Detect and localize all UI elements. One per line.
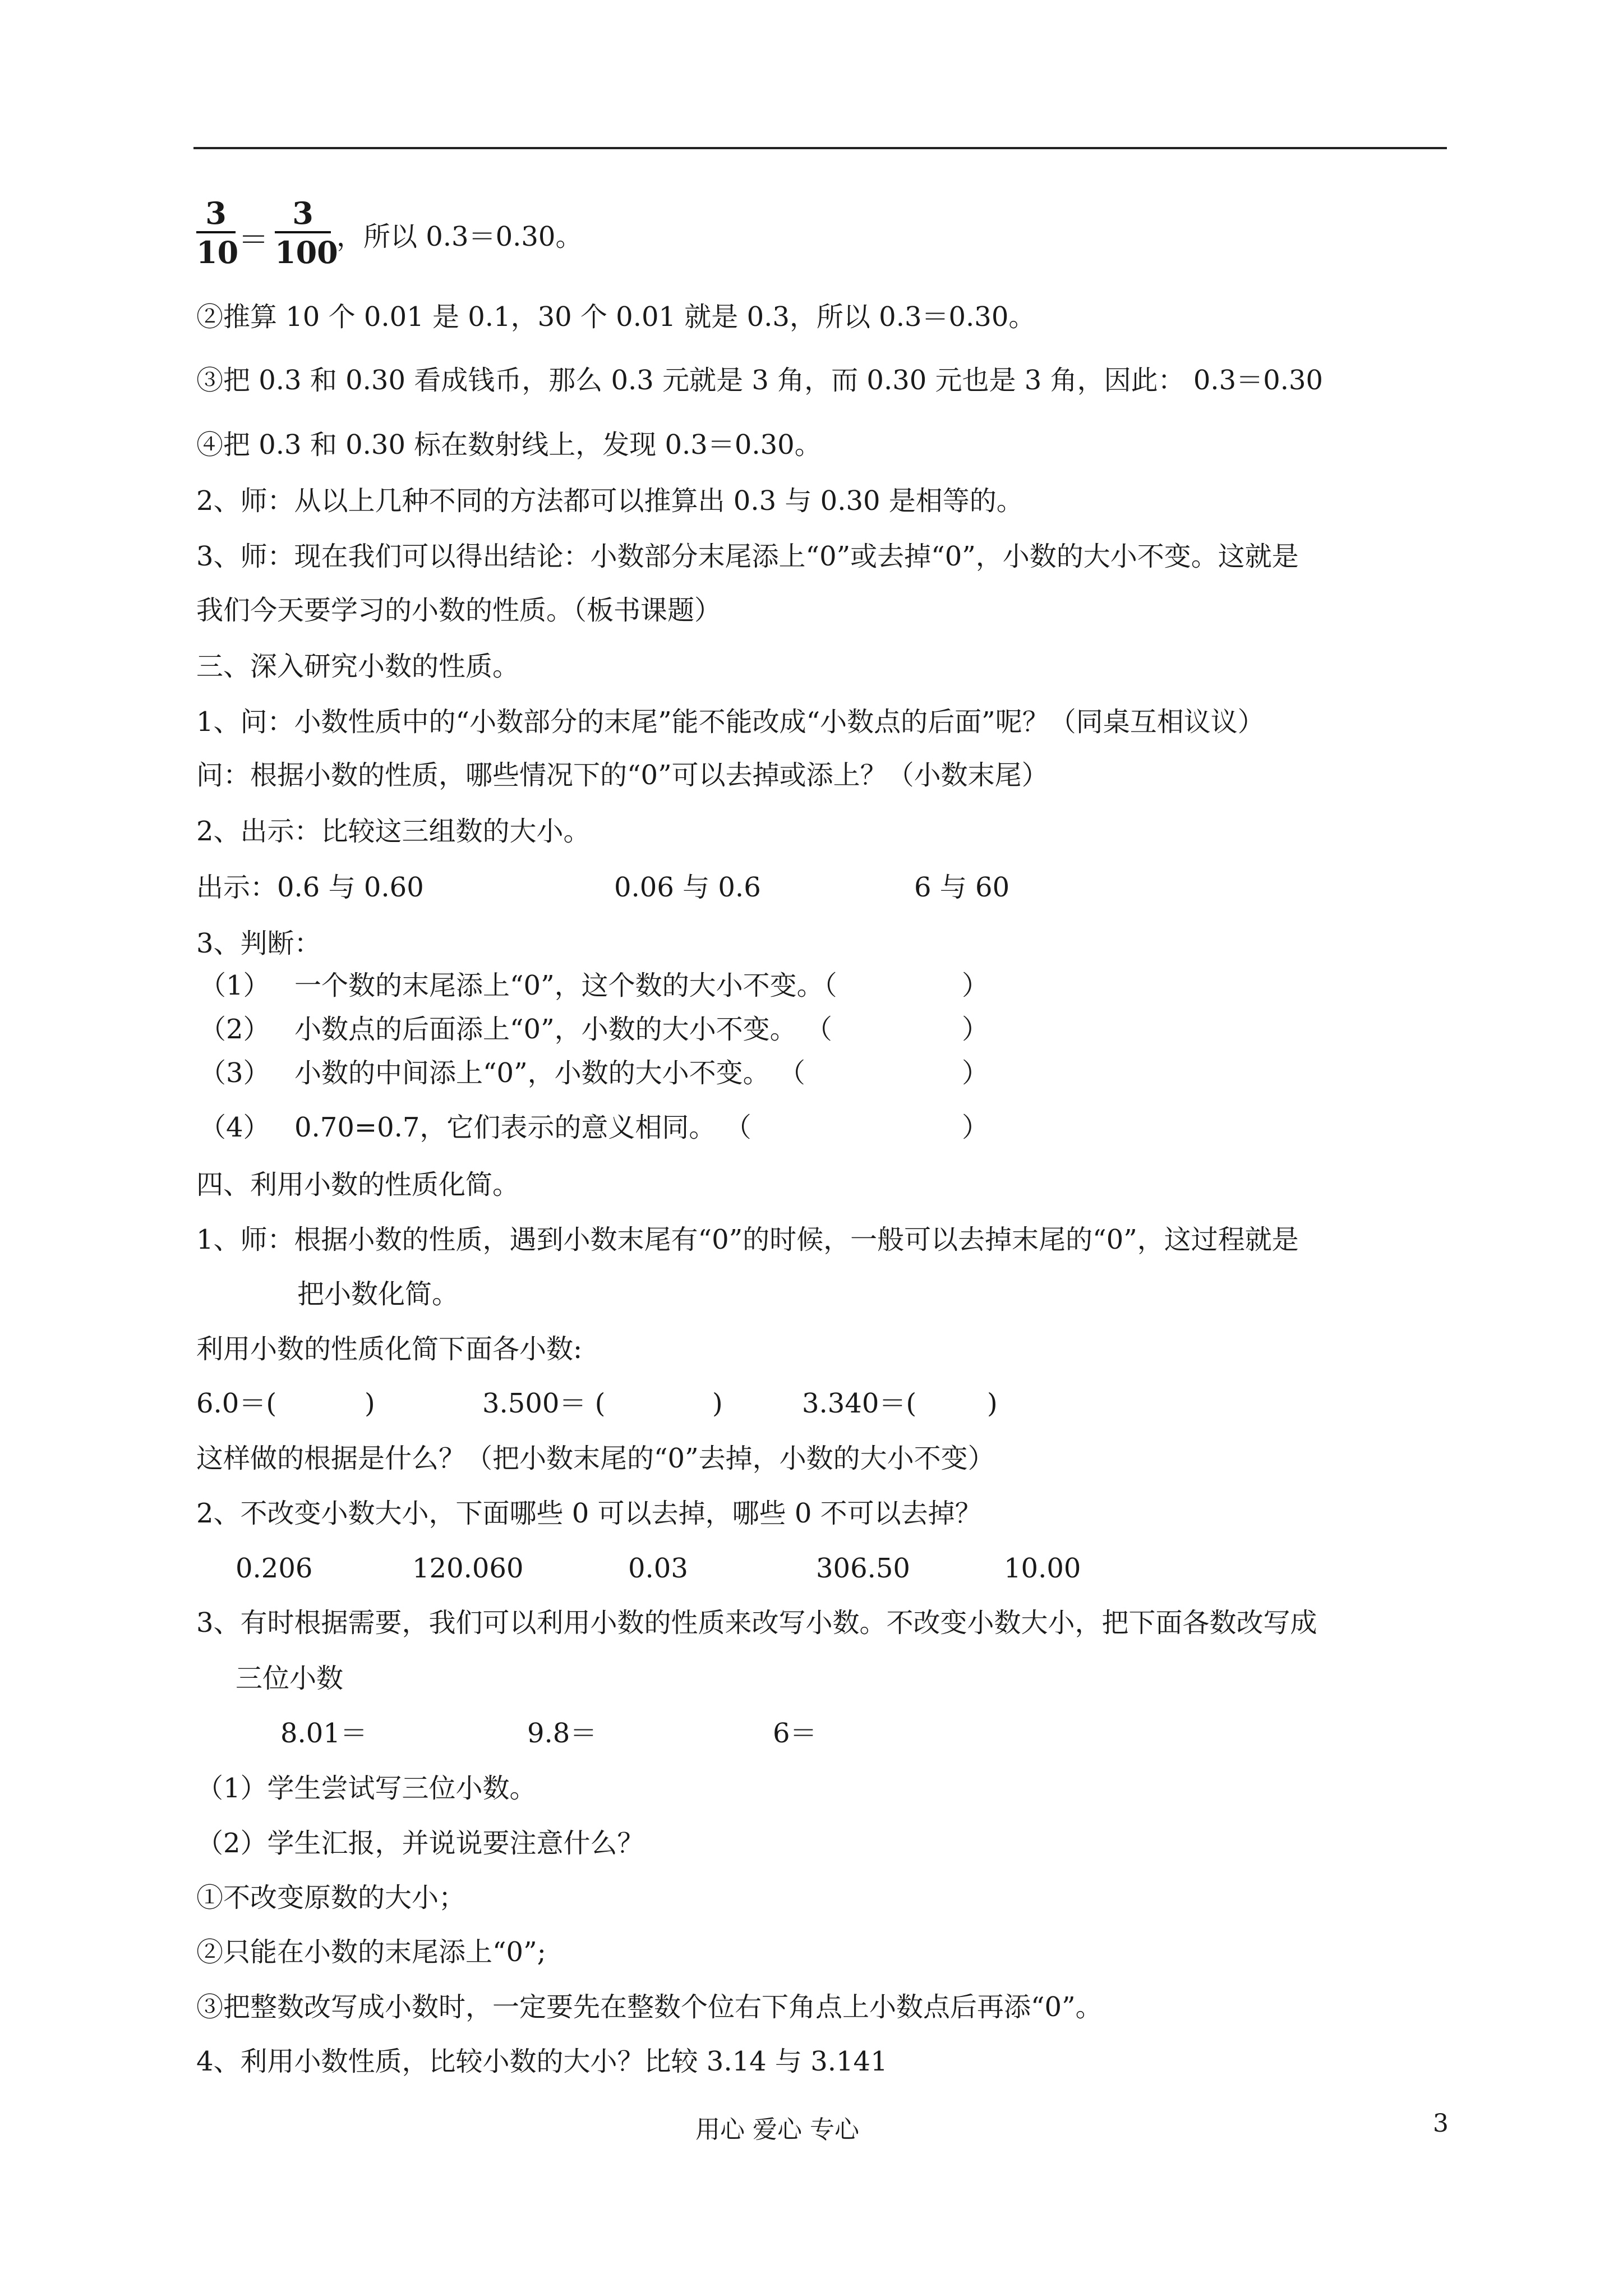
page-number: 3 <box>1433 2109 1449 2138</box>
rewrite-item: 8.01＝ <box>280 1718 367 1749</box>
simplify-item: 3.500＝ ( <box>482 1388 606 1419</box>
fraction-numerator: 3 <box>205 195 227 231</box>
fraction-right <box>275 195 338 270</box>
text-line: ③把 0.3 和 0.30 看成钱币，那么 0.3 元就是 3 角，而 0.30 元也是 3 角，因此： 0.3＝0.30 <box>196 365 1324 396</box>
judge-statement: 小数的中间添上“0”，小数的大小不变。 （ <box>294 1057 805 1089</box>
text-line: 问：根据小数的性质，哪些情况下的“0”可以去掉或添上？（小数末尾） <box>196 760 1049 791</box>
decimal-item: 120.060 <box>412 1553 524 1584</box>
text-line: 2、不改变小数大小，下面哪些 0 可以去掉，哪些 0 不可以去掉？ <box>196 1498 982 1529</box>
text-line: 利用小数的性质化简下面各小数: <box>196 1333 583 1365</box>
judge-number: （1） <box>199 970 270 1001</box>
text-line: 3、师：现在我们可以得出结论：小数部分末尾添上“0”或去掉“0”，小数的大小不变。这就是 <box>196 541 1299 572</box>
compare-item: 出示：0.6 与 0.60 <box>196 872 424 903</box>
fraction-tail-text: ，所以 0.3＝0.30。 <box>336 221 583 252</box>
judge-number: （2） <box>199 1014 270 1045</box>
text-line: 4、利用小数性质，比较小数的大小？比较 3.14 与 3.141 <box>196 2046 888 2077</box>
text-line: 1、师：根据小数的性质，遇到小数末尾有“0”的时候，一般可以去掉末尾的“0”，这过程就是 <box>196 1224 1299 1255</box>
text-line: ②推算 10 个 0.01 是 0.1，30 个 0.01 就是 0.3，所以 0.3＝0.30。 <box>196 301 1036 333</box>
judge-statement: 一个数的末尾添上“0”，这个数的大小不变。（ <box>294 970 837 1001</box>
fraction-denominator: 10 <box>196 234 239 270</box>
fraction-numerator: 3 <box>292 195 313 231</box>
text-line: 这样做的根据是什么？（把小数末尾的“0”去掉，小数的大小不变） <box>196 1443 995 1474</box>
text-line: 2、师：从以上几种不同的方法都可以推算出 0.3 与 0.30 是相等的。 <box>196 485 1023 517</box>
judge-number: （4） <box>199 1112 270 1143</box>
compare-item: 0.06 与 0.6 <box>614 872 761 903</box>
text-line: ①不改变原数的大小； <box>196 1882 466 1913</box>
simplify-item: 3.340＝( <box>802 1388 917 1419</box>
fraction-denominator: 100 <box>275 234 338 270</box>
judge-number: （3） <box>199 1057 270 1089</box>
judge-statement: 小数点的后面添上“0”，小数的大小不变。 （ <box>294 1014 832 1045</box>
text-line: ②只能在小数的末尾添上“0”; <box>196 1936 546 1968</box>
text-line: 1、问：小数性质中的“小数部分的末尾”能不能改成“小数点的后面”呢？（同桌互相议议） <box>196 706 1265 738</box>
text-line: 我们今天要学习的小数的性质。（板书课题） <box>196 595 722 626</box>
text-line: ④把 0.3 和 0.30 标在数射线上，发现 0.3＝0.30。 <box>196 429 822 461</box>
judge-paren: ） <box>962 970 989 1001</box>
rewrite-item: 9.8＝ <box>527 1718 597 1749</box>
text-line: 三位小数 <box>236 1663 344 1694</box>
section-heading: 三、深入研究小数的性质。 <box>196 651 520 682</box>
text-line: 3、有时根据需要，我们可以利用小数的性质来改写小数。不改变小数大小，把下面各数改写成 <box>196 1607 1317 1639</box>
simplify-close: ) <box>712 1388 723 1419</box>
text-line: 2、出示：比较这三组数的大小。 <box>196 816 591 847</box>
simplify-close: ) <box>365 1388 375 1419</box>
decimal-item: 306.50 <box>816 1553 910 1584</box>
section-heading: 四、利用小数的性质化简。 <box>196 1169 520 1200</box>
compare-item: 6 与 60 <box>914 872 1010 903</box>
fraction-left <box>196 195 239 270</box>
text-line: 把小数化简。 <box>297 1278 459 1310</box>
decimal-item: 0.03 <box>628 1553 688 1584</box>
text-line: （2）学生汇报，并说说要注意什么？ <box>196 1828 644 1859</box>
header-rule <box>193 147 1447 149</box>
text-line: （1）学生尝试写三位小数。 <box>196 1773 537 1804</box>
judge-paren: ） <box>962 1112 989 1143</box>
footer-motto: 用心 爱心 专心 <box>695 2115 859 2144</box>
judge-paren: ） <box>962 1014 989 1045</box>
decimal-item: 10.00 <box>1004 1553 1081 1584</box>
equals-sign: ＝ <box>238 222 269 257</box>
simplify-close: ) <box>987 1388 998 1419</box>
text-line: 3、判断： <box>196 928 321 959</box>
simplify-item: 6.0＝( <box>196 1388 277 1419</box>
text-line: ③把整数改写成小数时，一定要先在整数个位右下角点上小数点后再添“0”。 <box>196 1991 1103 2023</box>
decimal-item: 0.206 <box>236 1553 313 1584</box>
rewrite-item: 6＝ <box>773 1718 817 1749</box>
judge-statement: 0.70=0.7，它们表示的意义相同。 （ <box>294 1112 751 1143</box>
judge-paren: ） <box>962 1057 989 1089</box>
